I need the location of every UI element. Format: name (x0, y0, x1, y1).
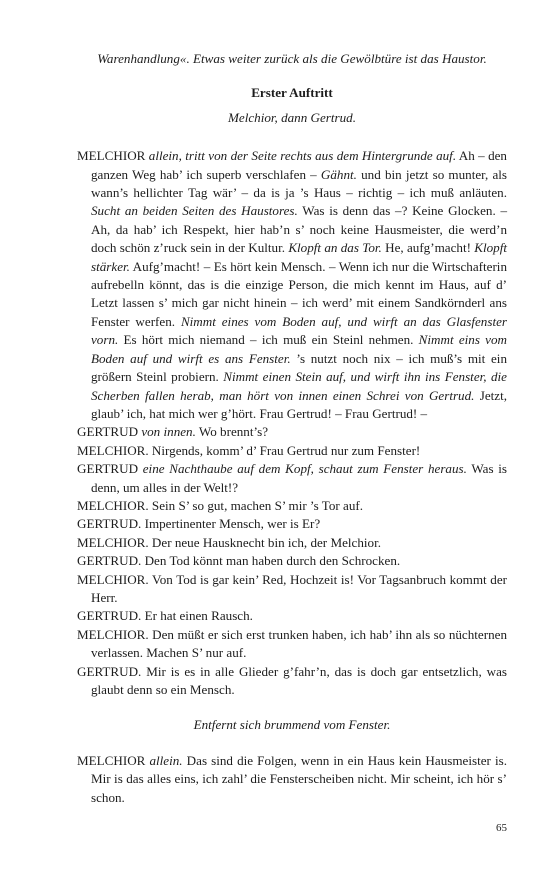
speech-paragraph (77, 607, 507, 625)
page-number: 65 (496, 822, 507, 834)
speech-text: GERTRUD. Impertinenter Mensch, wer is Er? (77, 516, 321, 532)
speech-text: Jetzt, glaub’ ich, hat mich wer g’hört. Frau Gertrud! – Frau Gertrud! – (91, 387, 508, 421)
stage-direction-inline: Nimmt einen Stein auf, und wirft ihn ins Fenster, die Scherben fallen herab, man hört von innen einen Schrei von Gertrud. (91, 369, 507, 403)
speech-paragraph (77, 423, 507, 441)
speech-paragraph (77, 663, 507, 700)
speech-paragraph (77, 626, 507, 663)
cast-line: Melchior, dann Gertrud. (227, 109, 356, 125)
speech-text: MELCHIOR. Den müßt er sich erst trunken haben, ich hab’ ihn als so nüchternen verlassen. Machen S’ nur auf. (77, 626, 507, 661)
speech-text: GERTRUD. Er hat einen Rausch. (77, 608, 253, 624)
speech-text: MELCHIOR. Von Tod is gar kein’ Red, Hochzeit is! Vor Tagsanbruch kommt der Herr. (77, 571, 507, 605)
speech-text: Was is denn, um alles in der Welt!? (91, 461, 507, 495)
page-body (77, 50, 507, 807)
speech-paragraph (77, 147, 507, 423)
speech-text: und bin jetzt so munter, als wann’s hellichter Tag wär’ – da is ja ’s Haus – richtig – ich muß anläuten. (91, 166, 507, 201)
speech-text: Was is denn das –? Keine Glocken. – Ah, da hab’ ich Respekt, hier hab’n s’ noch keine Hausmeister, die werd’n doch schön z’ruck sein in der Kultur. (91, 203, 507, 256)
dialogue-block (77, 147, 507, 699)
speech-text: GERTRUD (77, 461, 143, 477)
speech-text: He, aufg’macht! (381, 240, 475, 256)
scene-heading: Erster Auftritt (251, 85, 333, 101)
stage-direction-inline: Gähnt. (320, 166, 357, 182)
speech-paragraph (77, 571, 507, 608)
speech-text: MELCHIOR. Sein S’ so gut, machen S’ mir ’s Tor auf. (77, 497, 364, 513)
speech-text: MELCHIOR (77, 752, 150, 768)
speech-paragraph (77, 515, 507, 533)
speech-paragraph (77, 534, 507, 552)
speech-text: GERTRUD (77, 424, 142, 440)
stage-direction-inline: von innen. (141, 424, 196, 440)
speech-text: GERTRUD. Den Tod könnt man haben durch den Schrocken. (77, 553, 401, 569)
speech-text: Ah – den ganzen Weg hab’ ich superb verschlafen – (91, 148, 507, 182)
speech-text: MELCHIOR (77, 148, 149, 164)
speech-text: MELCHIOR. Der neue Hausknecht bin ich, der Melchior. (77, 534, 381, 550)
speech-text: Das sind die Folgen, wenn in ein Haus kein Hausmeister is. Mir is das alles eins, ich zahl’ die Fensterscheiben nicht. Mir scheint, ich hör s’ schon. (91, 752, 507, 805)
speech-text: Wo brennt’s? (195, 424, 269, 440)
stage-direction-inline: Klopft stärker. (91, 240, 508, 274)
speech-paragraph (77, 552, 507, 570)
speech-text: MELCHIOR. Nirgends, komm’ d’ Frau Gertrud nur zum Fenster! (77, 442, 421, 458)
stage-direction: Entfernt sich brummend vom Fenster. (193, 717, 391, 733)
speech-text: GERTRUD. Mir is es in alle Glieder g’fahr’n, das is doch gar entsetzlich, was glaubt denn so ein Mensch. (77, 663, 507, 697)
stage-direction-inline: Nimmt eins vom Boden auf und wirft es ans Fenster. (91, 332, 507, 366)
speech-text: Aufg’macht! – Es hört kein Mensch. – Wenn ich nur die Wirtschafterin aufrebelln könnt, das is die einzige Person, die mich kennt im Haus, auf d’ Letzt lassen s’ mich gar nicht hinein – ich werd’ mit einem Sandkörnderl ans Fenster werfen. (91, 258, 507, 329)
stage-direction-inline: Sucht an beiden Seiten des Haustores. (91, 203, 298, 219)
speech-paragraph (77, 460, 507, 497)
speech-paragraph (77, 497, 507, 515)
stage-direction-inline: allein. (149, 752, 183, 768)
speech-paragraph (77, 442, 507, 460)
dialogue-block-2 (77, 752, 507, 807)
speech-text: Es hört mich niemand – ich muß ein Steinl nehmen. (118, 332, 419, 348)
stage-direction-inline: eine Nachthaube auf dem Kopf, schaut zum Fenster heraus. (142, 461, 467, 477)
stage-direction-inline: allein, tritt von der Seite rechts aus dem Hintergrunde auf. (148, 148, 457, 164)
speech-text: ’s nutzt noch nix – ich muß’s mit ein größern Steinl probiern. (91, 350, 507, 385)
scene-setting-text: Warenhandlung«. Etwas weiter zurück als die Gewölbtüre ist das Haustor. (97, 51, 487, 66)
stage-direction-inline: Nimmt eines vom Boden auf, und wirft an das Glasfenster vorn. (91, 313, 507, 348)
stage-direction-inline: Klopft an das Tor. (288, 240, 382, 256)
speech-paragraph (77, 752, 507, 807)
